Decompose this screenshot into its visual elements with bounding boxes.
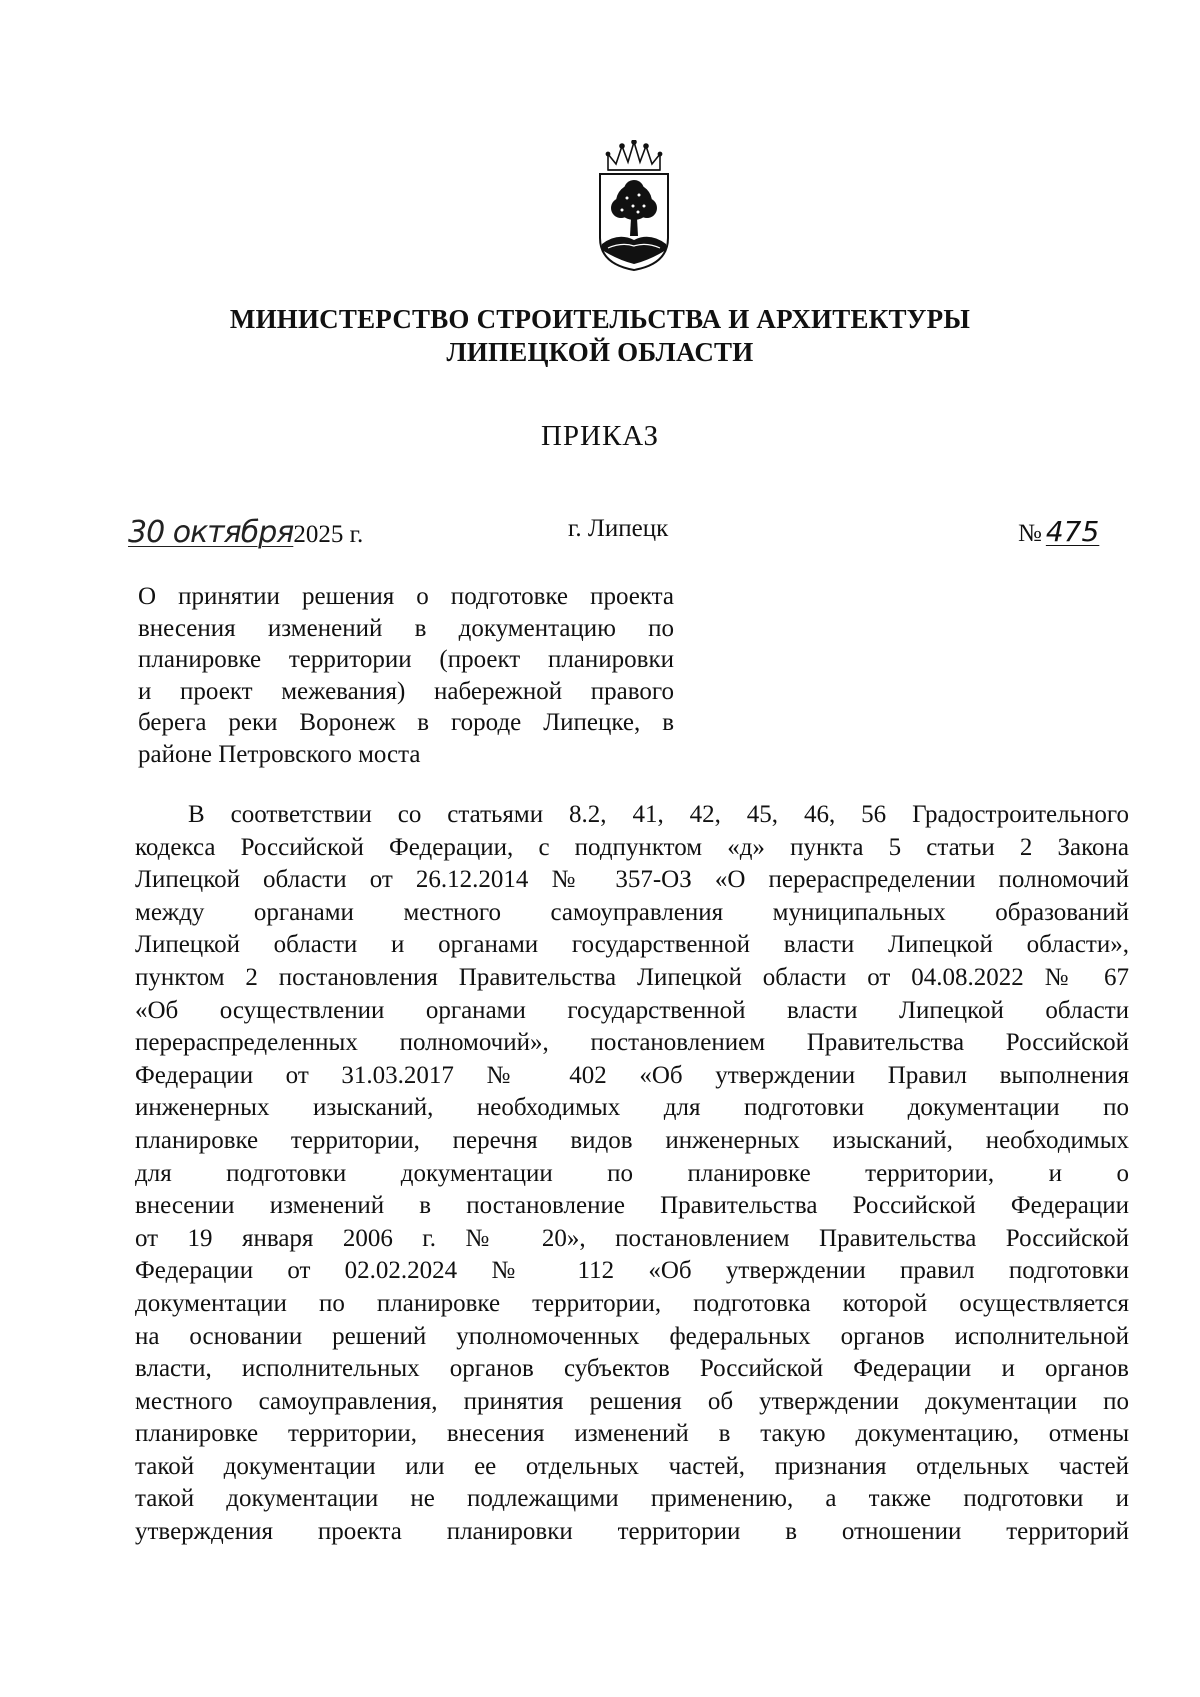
- body-line: пунктом 2 постановления Правительства Липецкой области от 04.08.2022 № 67: [135, 963, 1129, 991]
- document-type-title: ПРИКАЗ: [540, 420, 660, 452]
- ministry-title-line1: МИНИСТЕРСТВО СТРОИТЕЛЬСТВА И АРХИТЕКТУРЫ: [229, 304, 971, 334]
- body-line: «Об осуществлении органами государственной власти Липецкой области: [135, 996, 1129, 1024]
- handwritten-number: 475: [1045, 515, 1100, 548]
- document-date: [128, 515, 363, 550]
- body-line: внесении изменений в постановление Правительства Российской Федерации: [135, 1192, 1129, 1220]
- subject-line: районе Петровского моста: [138, 740, 421, 768]
- body-line: для подготовки документации по планировке территории, и о: [135, 1159, 1129, 1187]
- body-line: такой документации не подлежащими применению, а также подготовки и: [135, 1485, 1129, 1513]
- document-number: [1018, 515, 1099, 548]
- document-city: г. Липецк: [568, 515, 669, 542]
- body-line: местного самоуправления, принятия решения об утверждении документации по: [135, 1387, 1129, 1415]
- document-body-paragraph: [135, 799, 1129, 1549]
- body-line: такой документации или ее отдельных частей, признания отдельных частей: [135, 1452, 1129, 1480]
- body-line: В соответствии со статьями 8.2, 41, 42, 45, 46, 56 Градостроительного: [188, 801, 1129, 828]
- body-line: Федерации от 31.03.2017 № 402 «Об утверждении Правил выполнения: [135, 1061, 1129, 1089]
- subject-line: внесения изменений в документацию по: [138, 614, 674, 642]
- body-line: на основании решений уполномоченных федеральных органов исполнительной: [135, 1322, 1129, 1350]
- body-line: между органами местного самоуправления муниципальных образований: [135, 898, 1129, 926]
- body-line: Федерации от 02.02.2024 № 112 «Об утверждении правил подготовки: [135, 1257, 1129, 1285]
- body-line: документации по планировке территории, подготовка которой осуществляется: [135, 1289, 1129, 1317]
- document-subject: [138, 581, 674, 771]
- body-line: планировке территории, перечня видов инженерных изысканий, необходимых: [135, 1126, 1129, 1154]
- body-line: планировке территории, внесения изменений в такую документацию, отмены: [135, 1420, 1129, 1448]
- ministry-title-line2: ЛИПЕЦКОЙ ОБЛАСТИ: [446, 337, 754, 367]
- body-line: кодекса Российской Федерации, с подпунктом «д» пункта 5 статьи 2 Закона: [135, 833, 1129, 861]
- body-line: от 19 января 2006 г. № 20», постановлением Правительства Российской: [135, 1224, 1129, 1252]
- body-line: перераспределенных полномочий», постановлением Правительства Российской: [135, 1029, 1129, 1057]
- body-line: инженерных изысканий, необходимых для подготовки документации по: [135, 1094, 1129, 1122]
- number-prefix: №: [1018, 520, 1042, 547]
- body-line: Липецкой области и органами государственной власти Липецкой области»,: [135, 931, 1129, 959]
- handwritten-date: 30 октября: [128, 515, 294, 550]
- subject-line: берега реки Воронеж в городе Липецке, в: [138, 709, 674, 737]
- body-line: Липецкой области от 26.12.2014 № 357-ОЗ «О перераспределении полномочий: [135, 866, 1129, 894]
- subject-line: планировке территории (проект планировки: [138, 646, 674, 674]
- date-year: 2025 г.: [293, 521, 364, 548]
- coat-of-arms-emblem: [594, 140, 674, 272]
- body-line: власти, исполнительных органов субъектов Российской Федерации и органов: [135, 1355, 1129, 1383]
- subject-line: О принятии решения о подготовке проекта: [138, 583, 674, 610]
- subject-line: и проект межевания) набережной правого: [138, 677, 674, 705]
- body-line: утверждения проекта планировки территории в отношении территорий: [135, 1518, 1129, 1546]
